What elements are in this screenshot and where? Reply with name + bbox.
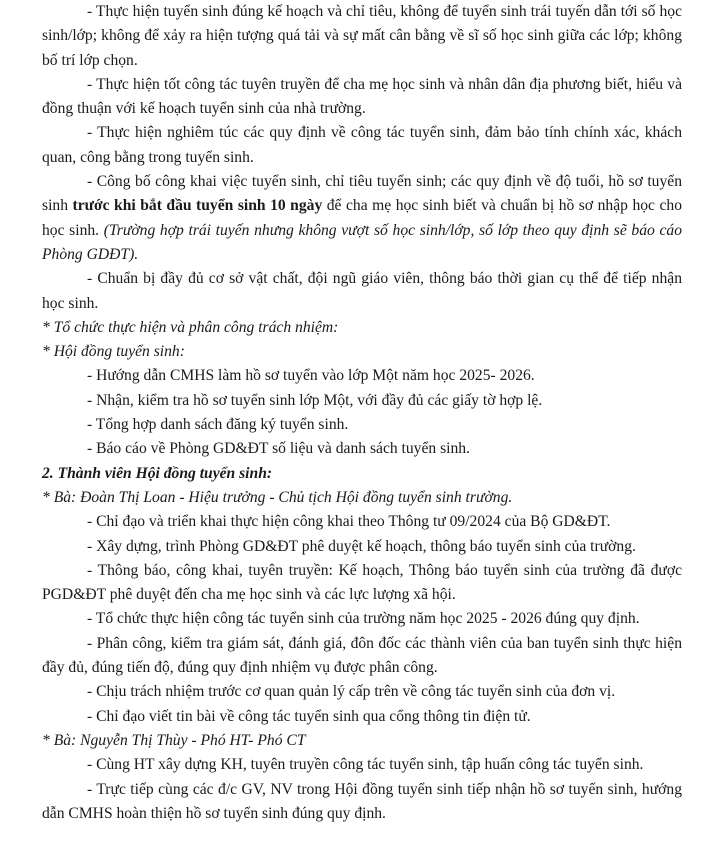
- announcement-text-b: để cha mẹ học sinh biết và chuẩn bị hồ sơ nhập học cho học sinh.: [42, 197, 682, 239]
- section-council-members: 2. Thành viên Hội đồng tuyển sinh:: [42, 464, 273, 482]
- council-task-compile: - Tổng hợp danh sách đăng ký tuyển sinh.: [87, 416, 349, 434]
- vice-principal-task-2: - Trực tiếp cùng các đ/c GV, NV trong Hội đồng tuyển sinh tiếp nhận hồ sơ tuyển sinh, hướng dẫn CMHS hoàn thiện hồ sơ tuyển sinh đúng quy định.: [42, 780, 682, 822]
- document-page: [42, 0, 682, 826]
- council-task-receive: - Nhận, kiểm tra hồ sơ tuyển sinh lớp Một, với đầy đủ các giấy tờ hợp lệ.: [87, 391, 543, 409]
- paragraph-regulations: - Thực hiện nghiêm túc các quy định về công tác tuyển sinh, đảm bảo tính chính xác, khách quan, công bằng trong tuyển sinh.: [42, 124, 682, 166]
- principal-task-5: - Phân công, kiểm tra giám sát, đánh giá, đôn đốc các thành viên của ban tuyển sinh thực hiện đầy đủ, đúng tiến độ, đúng quy định nhiệm vụ được phân công.: [42, 634, 682, 677]
- principal-task-2: - Xây dựng, trình Phòng GD&ĐT phê duyệt kế hoạch, thông báo tuyển sinh của trường.: [87, 537, 636, 555]
- principal-task-1: - Chỉ đạo và triển khai thực hiện công khai theo Thông tư 09/2024 của Bộ GD&ĐT.: [87, 513, 611, 531]
- member-vice-principal: * Bà: Nguyễn Thị Thùy - Phó HT- Phó CT: [42, 731, 306, 749]
- member-principal: * Bà: Đoàn Thị Loan - Hiệu trưởng - Chủ tịch Hội đồng tuyển sinh trường.: [42, 488, 513, 506]
- council-task-report: - Báo cáo về Phòng GD&ĐT số liệu và danh sách tuyển sinh.: [87, 440, 470, 458]
- council-task-guide: - Hướng dẫn CMHS làm hồ sơ tuyển vào lớp Một năm học 2025- 2026.: [87, 367, 535, 385]
- paragraph-propaganda: - Thực hiện tốt công tác tuyên truyền để cha mẹ học sinh và nhân dân địa phương biết, hiểu và đồng thuận với kế hoạch tuyển sinh của nhà trường.: [42, 75, 682, 118]
- principal-task-4: - Tổ chức thực hiện công tác tuyển sinh của trường năm học 2025 - 2026 đúng quy định.: [87, 610, 640, 628]
- announcement-deadline: trước khi bắt đầu tuyển sinh 10 ngày: [72, 197, 323, 215]
- paragraph-enrollment-plan: - Thực hiện tuyển sinh đúng kế hoạch và chỉ tiêu, không để tuyển sinh trái tuyến dẫn tới số học sinh/lớp; không để xảy ra hiện tượng quá tải và sự mất cân bằng về sĩ số học sinh giữa các lớp; không bố trí lớp chọn.: [42, 3, 682, 69]
- announcement-text-a: - Công bố công khai việc tuyển sinh, chỉ tiêu tuyển sinh; các quy định về độ tuổi, hồ sơ tuyển sinh: [42, 173, 682, 215]
- principal-task-6: - Chịu trách nhiệm trước cơ quan quản lý cấp trên về công tác tuyển sinh của đơn vị.: [87, 683, 616, 701]
- vice-principal-task-1: - Cùng HT xây dựng KH, tuyên truyền công tác tuyển sinh, tập huấn công tác tuyển sinh.: [87, 756, 644, 774]
- announcement-note: (Trường hợp trái tuyến nhưng không vượt số học sinh/lớp, số lớp theo quy định sẽ báo cáo Phòng GDĐT).: [42, 221, 682, 263]
- principal-task-3: - Thông báo, công khai, tuyên truyền: Kế hoạch, Thông báo tuyển sinh của trường đã được PGD&ĐT phê duyệt đến cha mẹ học sinh và các lực lượng xã hội.: [42, 561, 682, 604]
- paragraph-public-announcement: [42, 170, 682, 267]
- paragraph-facilities: - Chuẩn bị đầy đủ cơ sở vật chất, đội ngũ giáo viên, thông báo thời gian cụ thể để tiếp nhận học sinh.: [42, 270, 682, 312]
- heading-council: * Hội đồng tuyển sinh:: [42, 343, 185, 361]
- principal-task-7: - Chỉ đạo viết tin bài về công tác tuyển sinh qua cổng thông tin điện tử.: [87, 707, 531, 725]
- heading-organization: * Tổ chức thực hiện và phân công trách nhiệm:: [42, 318, 339, 336]
